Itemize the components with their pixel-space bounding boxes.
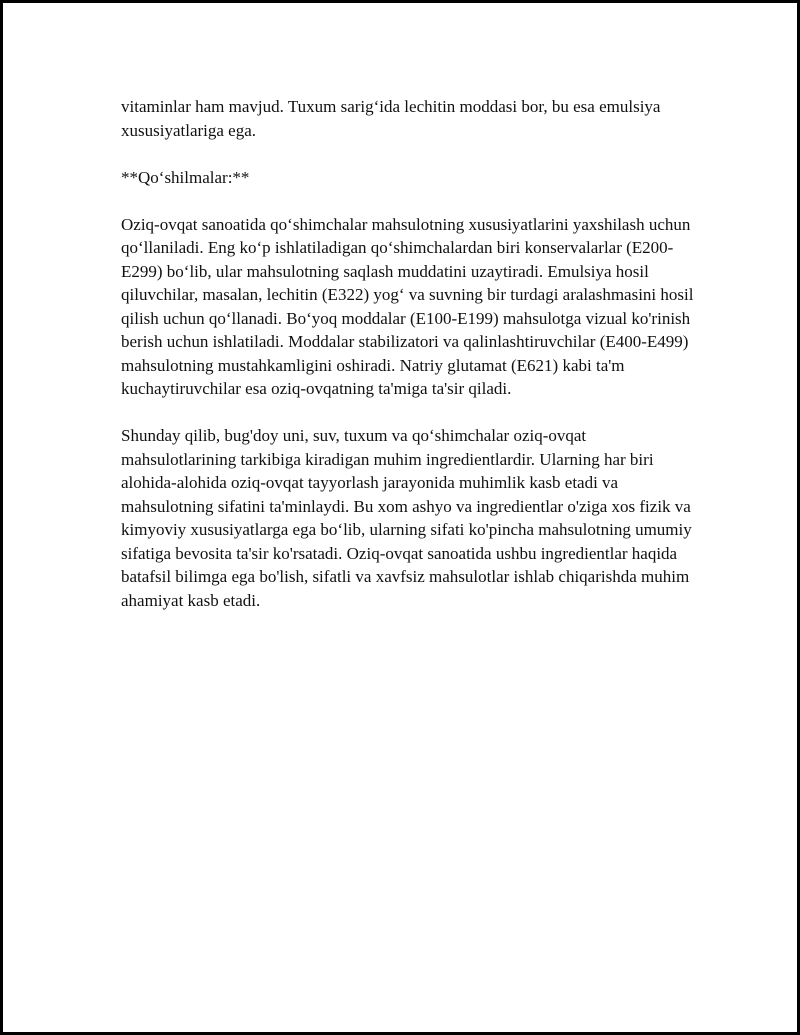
paragraph-conclusion: Shunday qilib, bug'doy uni, suv, tuxum va qo‘shimchalar oziq-ovqat mahsulotlarining tarkibiga kiradigan muhim ingredientlardir. Ularning har biri alohida-alohida oziq-ovqat tayyorlash jarayonida muhimlik kasb etadi va mahsulotning sifatini ta'minlaydi. Bu xom ashyo va ingredientlar o'ziga xos fizik va kimyoviy xususiyatlarga ega bo‘lib, ularning sifati ko'pincha mahsulotning umumiy sifatiga bevosita ta'sir ko'rsatadi. Oziq-ovqat sanoatida ushbu ingredientlar haqida batafsil bilimga ega bo'lish, sifatli va xavfsiz mahsulotlar ishlab chiqarishda muhim ahamiyat kasb etadi. (121, 426, 692, 610)
section-heading-qoshilmalar: **Qo‘shilmalar:** (121, 167, 250, 187)
paragraph-vitaminlar: vitaminlar ham mavjud. Tuxum sarig‘ida lechitin moddasi bor, bu esa emulsiya xususiyatlariga ega. (121, 97, 661, 140)
paragraph-additives: Oziq-ovqat sanoatida qo‘shimchalar mahsulotning xususiyatlarini yaxshilash uchun qo‘llaniladi. Eng ko‘p ishlatiladigan qo‘shimchalardan biri konservalarlar (E200-E299) bo‘lib, ular mahsulotning saqlash muddatini uzaytiradi. Emulsiya hosil qiluvchilar, masalan, lechitin (E322) yog‘ va suvning bir turdagi aralashmasini hosil qilish uchun qo‘llanadi. Bo‘yoq moddalar (E100-E199) mahsulotga vizual ko'rinish berish uchun ishlatiladi. Moddalar stabilizatori va qalinlashtiruvchilar (E400-E499) mahsulotning mustahkamligini oshiradi. Natriy glutamat (E621) kabi ta'm kuchaytiruvchilar esa oziq-ovqatning ta'miga ta'sir qiladi. (121, 214, 694, 398)
document-body (121, 95, 701, 636)
